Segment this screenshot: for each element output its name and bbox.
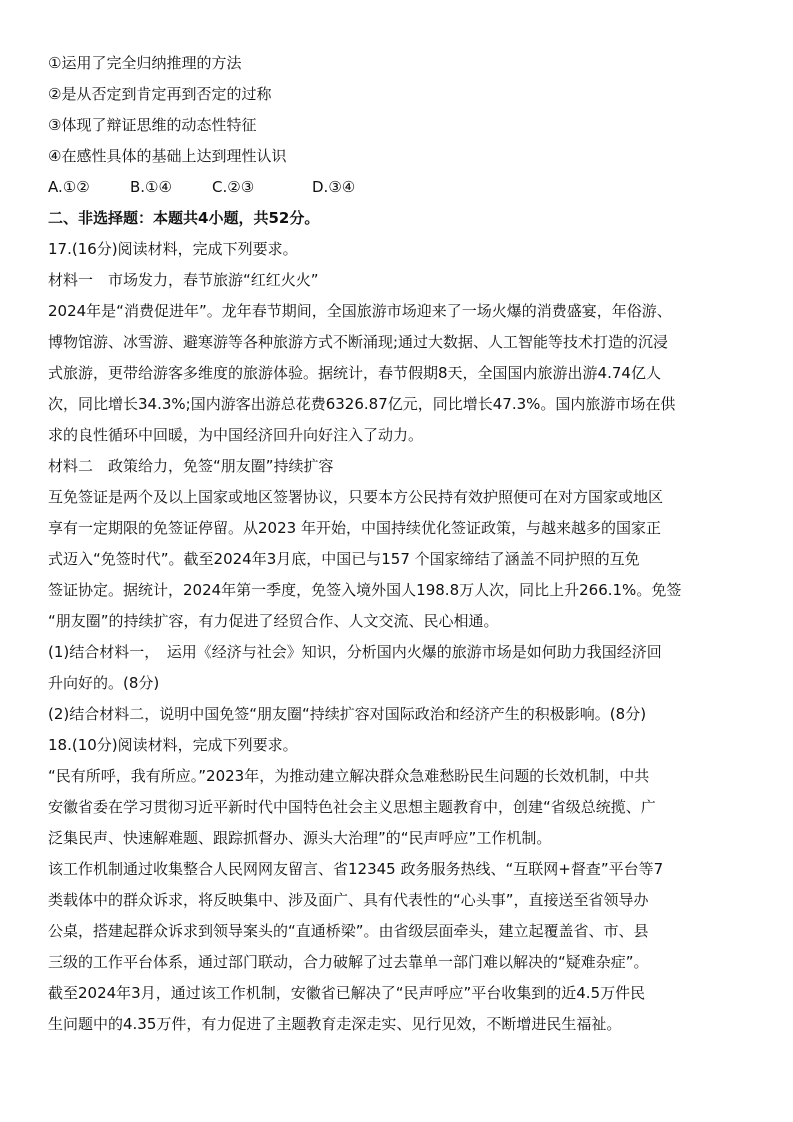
q18-para1-line: 泛集民声、快速解难题、跟踪抓督办、源头大治理”的“民声呼应”工作机制。 <box>48 829 552 847</box>
section-heading: 二、非选择题：本题共4小题，共52分。 <box>48 209 320 227</box>
q17-material2-line: “朋友圈”的持续扩容，有力促进了经贸合作、人文交流、民心相通。 <box>48 612 499 630</box>
q17-sub2: (2)结合材料二，说明中国免签“朋友圈“持续扩容对国际政治和经济产生的积极影响。(8分) <box>48 705 647 723</box>
q18-stem: 18.(10分)阅读材料，完成下列要求。 <box>48 736 298 754</box>
q18-para2-line: 公桌，搭建起群众诉求到领导案头的“直通桥梁”。由省级层面牵头，建立起覆盖省、市、县 <box>48 922 649 940</box>
choice-d: D.③④ <box>312 178 356 196</box>
q18-para1-line: 安徽省委在学习贯彻习近平新时代中国特色社会主义思想主题教育中，创建“省级总统揽、广 <box>48 798 656 816</box>
q18-para2-line: 截至2024年3月，通过该工作机制，安徽省已解决了“民声呼应”平台收集到的近4.5万件民 <box>48 984 646 1002</box>
q17-sub1-line: (1)结合材料一， 运用《经济与社会》知识，分析国内火爆的旅游市场是如何助力我国经济回 <box>48 643 662 661</box>
q17-material1-line: 式旅游，更带给游客多维度的旅游体验。据统计，春节假期8天，全国国内旅游出游4.74亿人 <box>48 364 661 382</box>
answer-choices <box>48 172 756 203</box>
option-3: ③体现了辩证思维的动态性特征 <box>48 116 257 134</box>
q18-para1-line: “民有所呼，我有所应。”2023年，为推动建立解决群众急难愁盼民生问题的长效机制，中共 <box>48 767 650 785</box>
q17-material2-line: 享有一定期限的免签证停留。从2023 年开始，中国持续优化签证政策，与越来越多的国家正 <box>48 519 661 537</box>
q17-material2-line: 互免签证是两个及以上国家或地区签署协议，只要本方公民持有效护照便可在对方国家或地区 <box>48 488 664 506</box>
q17-material1-title: 材料一 市场发力，春节旅游“红红火火” <box>48 271 319 289</box>
option-4: ④在感性具体的基础上达到理性认识 <box>48 147 287 165</box>
q17-material2-title: 材料二 政策给力，免签“朋友圈”持续扩容 <box>48 457 334 475</box>
q17-stem: 17.(16分)阅读材料，完成下列要求。 <box>48 240 298 258</box>
exam-page <box>48 48 756 1040</box>
choice-a: A.①② <box>48 178 90 196</box>
choice-c: C.②③ <box>212 178 255 196</box>
option-2: ②是从否定到肯定再到否定的过称 <box>48 85 272 103</box>
q18-para2-line: 类载体中的群众诉求，将反映集中、涉及面广、具有代表性的“心头事”，直接送至省领导办 <box>48 891 649 909</box>
choice-b: B.①④ <box>130 178 172 196</box>
q18-para2-line: 三级的工作平台体系，通过部门联动，合力破解了过去靠单一部门难以解决的“疑难杂症”。 <box>48 953 649 971</box>
q17-material1-line: 2024年是“消费促进年”。龙年春节期间，全国旅游市场迎来了一场火爆的消费盛宴，年俗游、 <box>48 302 672 320</box>
q18-para2-line: 该工作机制通过收集整合人民网网友留言、省12345 政务服务热线、“互联网+督查”平台等7 <box>48 860 664 878</box>
option-1: ①运用了完全归纳推理的方法 <box>48 54 242 72</box>
q17-material1-line: 博物馆游、冰雪游、避寒游等各种旅游方式不断涌现;通过大数据、人工智能等技术打造的沉浸 <box>48 333 669 351</box>
q17-material1-line: 求的良性循环中回暖，为中国经济回升向好注入了动力。 <box>48 426 424 444</box>
q17-material2-line: 签证协定。据统计，2024年第一季度，免签入境外国人198.8万人次，同比上升266.1%。免签 <box>48 581 682 599</box>
q18-para2-line: 生问题中的4.35万件，有力促进了主题教育走深走实、见行见效，不断增进民生福祉。 <box>48 1015 622 1033</box>
q17-material2-line: 式迈入“免签时代”。截至2024年3月底，中国已与157 个国家缔结了涵盖不同护照的互免 <box>48 550 640 568</box>
q17-material1-line: 次，同比增长34.3%;国内游客出游总花费6326.87亿元，同比增长47.3%。国内旅游市场在供 <box>48 395 676 413</box>
q17-sub1-line: 升向好的。(8分) <box>48 674 160 692</box>
